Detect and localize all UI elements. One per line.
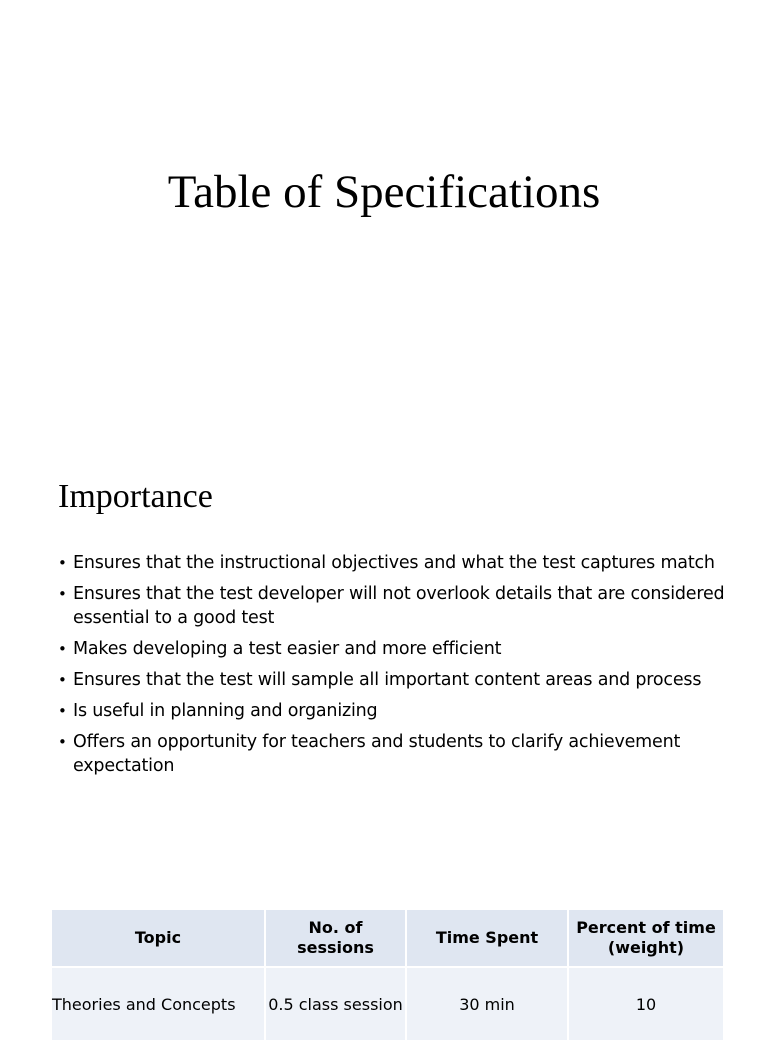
header-sessions: No. of sessions: [265, 910, 406, 967]
header-percent-time: Percent of time (weight): [568, 910, 724, 967]
importance-list: [58, 551, 738, 785]
list-item: [58, 637, 738, 661]
list-item: [58, 730, 738, 778]
list-item-text: Ensures that the instructional objectives and what the test captures match: [73, 553, 715, 573]
header-topic: Topic: [52, 910, 265, 967]
list-item: [58, 551, 738, 575]
slide-title: Table of Specifications: [167, 166, 601, 218]
importance-heading: Importance: [58, 478, 213, 515]
list-item-text: Offers an opportunity for teachers and students to clarify achievement expectation: [73, 732, 681, 776]
bullet-icon: •: [58, 671, 67, 689]
cell-sessions: 0.5 class session: [265, 967, 406, 1040]
cell-time-spent: 30 min: [406, 967, 568, 1040]
specification-table: [52, 910, 725, 1040]
list-item: [58, 582, 738, 630]
header-time-spent: Time Spent: [406, 910, 568, 967]
table-header-row: [52, 910, 724, 967]
cell-topic: Theories and Concepts: [52, 967, 265, 1040]
bullet-icon: •: [58, 640, 67, 658]
bullet-icon: •: [58, 702, 67, 720]
cell-percent-time: 10: [568, 967, 724, 1040]
list-item-text: Ensures that the test developer will not overlook details that are considered essential to a good test: [73, 584, 725, 628]
list-item: [58, 668, 738, 692]
list-item-text: Is useful in planning and organizing: [73, 701, 378, 721]
bullet-icon: •: [58, 585, 67, 603]
list-item: [58, 699, 738, 723]
list-item-text: Ensures that the test will sample all important content areas and process: [73, 670, 702, 690]
bullet-icon: •: [58, 554, 67, 572]
bullet-icon: •: [58, 733, 67, 751]
table-row: [52, 967, 724, 1040]
list-item-text: Makes developing a test easier and more efficient: [73, 639, 502, 659]
